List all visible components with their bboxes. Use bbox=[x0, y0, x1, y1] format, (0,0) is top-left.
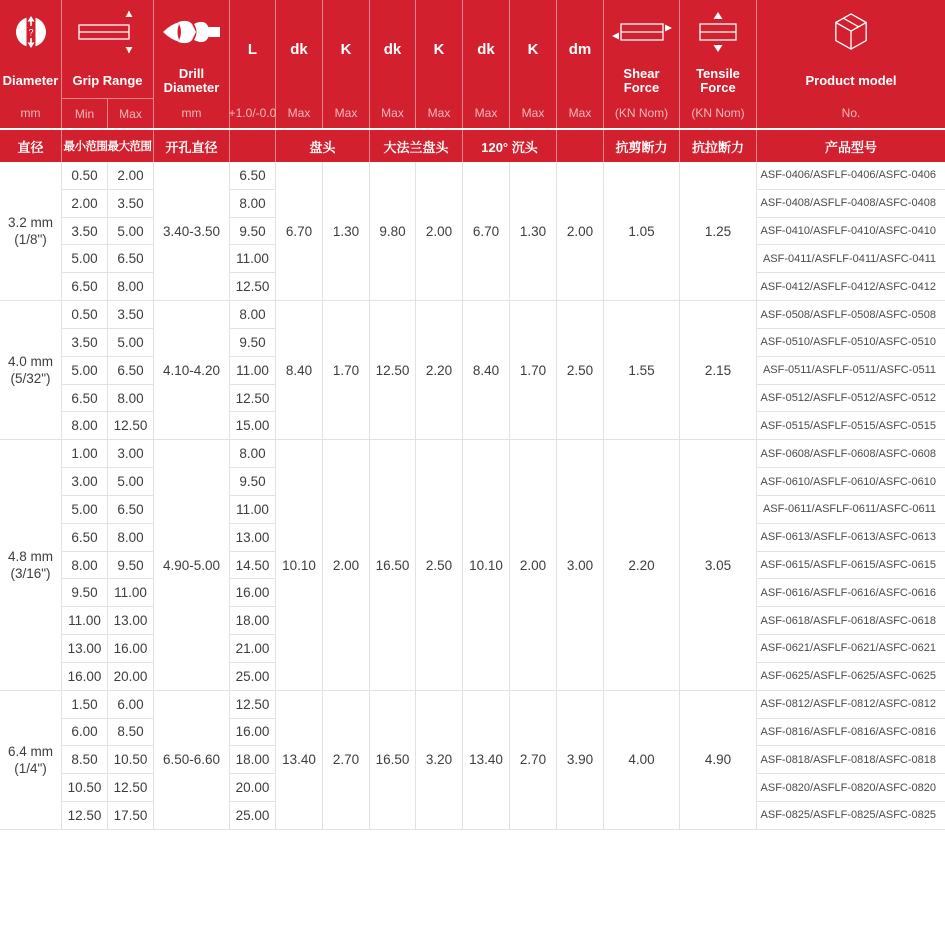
grip-min-label: Min bbox=[74, 106, 95, 121]
cn-countersunk-head: 120° 沉头 bbox=[463, 130, 557, 162]
length-cell: 15.00 bbox=[230, 412, 276, 440]
grip-min-cell: 1.00 bbox=[62, 440, 108, 468]
cn-tensile: 抗拉断力 bbox=[680, 130, 757, 162]
k-csk-max: Max bbox=[521, 106, 545, 120]
k-flange-cell: 3.20 bbox=[416, 691, 463, 830]
length-cell: 12.50 bbox=[230, 385, 276, 413]
model-cell: ASF-0411/ASFLF-0411/ASFC-0411 bbox=[757, 245, 945, 273]
length-cell: 25.00 bbox=[230, 663, 276, 691]
k-pan-cell: 1.30 bbox=[323, 162, 370, 301]
product-sub: No. bbox=[841, 106, 861, 120]
header-main-row bbox=[0, 0, 945, 128]
k-csk-cell: 2.00 bbox=[510, 440, 557, 690]
dk-pan-cell: 13.40 bbox=[276, 691, 323, 830]
grip-min-cell: 3.50 bbox=[62, 329, 108, 357]
drill-cell: 4.10-4.20 bbox=[154, 301, 230, 440]
length-cell: 25.00 bbox=[230, 802, 276, 830]
shear-cell: 1.05 bbox=[604, 162, 680, 301]
cn-grip: 最小范围最大范围 bbox=[62, 130, 154, 162]
cn-shear: 抗剪断力 bbox=[604, 130, 680, 162]
drill-bit-icon bbox=[154, 0, 229, 64]
product-title: Product model bbox=[805, 73, 897, 88]
grip-max-cell: 5.00 bbox=[108, 218, 154, 246]
diameter-title: Diameter bbox=[2, 73, 59, 88]
grip-max-cell: 6.50 bbox=[108, 357, 154, 385]
grip-min-cell: 10.50 bbox=[62, 774, 108, 802]
k-flange-max: Max bbox=[427, 106, 451, 120]
grip-max-cell: 10.50 bbox=[108, 746, 154, 774]
length-cell: 13.00 bbox=[230, 524, 276, 552]
k-pan-cell: 2.70 bbox=[323, 691, 370, 830]
length-cell: 8.00 bbox=[230, 440, 276, 468]
shear-title: Shear Force bbox=[623, 66, 660, 95]
dk-csk-max: Max bbox=[474, 106, 498, 120]
drill-cell: 4.90-5.00 bbox=[154, 440, 230, 690]
grip-max-cell: 6.50 bbox=[108, 245, 154, 273]
k-csk-cell: 1.70 bbox=[510, 301, 557, 440]
col-dm-header bbox=[557, 0, 604, 128]
model-cell: ASF-0621/ASFLF-0621/ASFC-0621 bbox=[757, 635, 945, 663]
table-header bbox=[0, 0, 945, 162]
dk-pan-cell: 6.70 bbox=[276, 162, 323, 301]
cn-product: 产品型号 bbox=[824, 139, 877, 155]
dm-cell: 3.90 bbox=[557, 691, 604, 830]
length-cell: 12.50 bbox=[230, 273, 276, 301]
grip-range-icon bbox=[62, 0, 153, 64]
tensile-cell: 2.15 bbox=[680, 301, 757, 440]
shear-cell: 2.20 bbox=[604, 440, 680, 690]
col-dk-pan-header bbox=[276, 0, 323, 128]
k-csk-cell: 1.30 bbox=[510, 162, 557, 301]
length-cell: 11.00 bbox=[230, 245, 276, 273]
grip-max-cell: 8.50 bbox=[108, 719, 154, 747]
length-cell: 16.00 bbox=[230, 719, 276, 747]
svg-text:?: ? bbox=[27, 27, 34, 38]
shear-unit: (KN Nom) bbox=[614, 106, 669, 120]
grip-min-cell: 6.50 bbox=[62, 385, 108, 413]
length-cell: 14.50 bbox=[230, 552, 276, 580]
length-cell: 20.00 bbox=[230, 774, 276, 802]
k-pan-cell: 2.00 bbox=[323, 440, 370, 690]
grip-min-cell: 13.00 bbox=[62, 635, 108, 663]
model-cell: ASF-0816/ASFLF-0816/ASFC-0816 bbox=[757, 719, 945, 747]
dk-csk-cell: 10.10 bbox=[463, 440, 510, 690]
length-cell: 8.00 bbox=[230, 301, 276, 329]
grip-max-cell: 8.00 bbox=[108, 524, 154, 552]
model-cell: ASF-0608/ASFLF-0608/ASFC-0608 bbox=[757, 440, 945, 468]
grip-min-cell: 0.50 bbox=[62, 162, 108, 190]
k-csk-label: K bbox=[527, 40, 539, 58]
k-flange-cell: 2.50 bbox=[416, 440, 463, 690]
drill-title: Drill Diameter bbox=[163, 66, 220, 95]
k-flange-cell: 2.00 bbox=[416, 162, 463, 301]
model-cell: ASF-0825/ASFLF-0825/ASFC-0825 bbox=[757, 802, 945, 830]
dm-cell: 2.50 bbox=[557, 301, 604, 440]
drill-unit: mm bbox=[181, 106, 202, 120]
grip-max-cell: 9.50 bbox=[108, 552, 154, 580]
dk-pan-cell: 8.40 bbox=[276, 301, 323, 440]
grip-min-cell: 1.50 bbox=[62, 691, 108, 719]
model-cell: ASF-0515/ASFLF-0515/ASFC-0515 bbox=[757, 412, 945, 440]
shear-cell: 4.00 bbox=[604, 691, 680, 830]
dk-pan-label: dk bbox=[290, 40, 308, 58]
grip-min-cell: 6.00 bbox=[62, 719, 108, 747]
grip-min-cell: 8.50 bbox=[62, 746, 108, 774]
dk-flange-cell: 16.50 bbox=[370, 691, 416, 830]
grip-max-cell: 8.00 bbox=[108, 273, 154, 301]
diameter-fraction: (1/8") bbox=[14, 232, 47, 248]
grip-max-cell: 17.50 bbox=[108, 802, 154, 830]
model-cell: ASF-0511/ASFLF-0511/ASFC-0511 bbox=[757, 357, 945, 385]
grip-min-cell: 6.50 bbox=[62, 524, 108, 552]
diameter-fraction: (1/4") bbox=[14, 760, 47, 776]
k-flange-label: K bbox=[433, 40, 445, 58]
grip-max-cell: 6.50 bbox=[108, 496, 154, 524]
grip-min-cell: 2.00 bbox=[62, 190, 108, 218]
grip-max-cell: 13.00 bbox=[108, 607, 154, 635]
model-cell: ASF-0406/ASFLF-0406/ASFC-0406 bbox=[757, 162, 945, 190]
model-cell: ASF-0615/ASFLF-0615/ASFC-0615 bbox=[757, 552, 945, 580]
tensile-cell: 3.05 bbox=[680, 440, 757, 690]
length-cell: 18.00 bbox=[230, 746, 276, 774]
grip-max-cell: 20.00 bbox=[108, 663, 154, 691]
diameter-fraction: (5/32") bbox=[10, 371, 51, 387]
dm-max: Max bbox=[568, 106, 592, 120]
model-cell: ASF-0812/ASFLF-0812/ASFC-0812 bbox=[757, 691, 945, 719]
model-cell: ASF-0618/ASFLF-0618/ASFC-0618 bbox=[757, 607, 945, 635]
k-flange-cell: 2.20 bbox=[416, 301, 463, 440]
grip-min-cell: 11.00 bbox=[62, 607, 108, 635]
diameter-size: 4.8 mm bbox=[7, 549, 53, 564]
cn-flange-head: 大法兰盘头 bbox=[370, 130, 463, 162]
col-tensile-header bbox=[680, 0, 757, 128]
model-cell: ASF-0611/ASFLF-0611/ASFC-0611 bbox=[757, 496, 945, 524]
grip-max-cell: 8.00 bbox=[108, 385, 154, 413]
grip-max-cell: 5.00 bbox=[108, 468, 154, 496]
diameter-cell bbox=[0, 691, 62, 830]
col-k-csk-header bbox=[510, 0, 557, 128]
dm-cell: 2.00 bbox=[557, 162, 604, 301]
grip-min-cell: 8.00 bbox=[62, 412, 108, 440]
model-cell: ASF-0412/ASFLF-0412/ASFC-0412 bbox=[757, 273, 945, 301]
diameter-unit: mm bbox=[20, 106, 41, 120]
dk-pan-max: Max bbox=[287, 106, 311, 120]
length-cell: 12.50 bbox=[230, 691, 276, 719]
k-csk-cell: 2.70 bbox=[510, 691, 557, 830]
length-cell: 16.00 bbox=[230, 579, 276, 607]
grip-max-cell: 5.00 bbox=[108, 329, 154, 357]
length-tolerance: +1.0/-0.0 bbox=[228, 106, 277, 120]
length-cell: 11.00 bbox=[230, 357, 276, 385]
grip-min-cell: 16.00 bbox=[62, 663, 108, 691]
dm-cell: 3.00 bbox=[557, 440, 604, 690]
length-cell: 8.00 bbox=[230, 190, 276, 218]
diameter-cell bbox=[0, 440, 62, 690]
length-cell: 9.50 bbox=[230, 218, 276, 246]
model-cell: ASF-0613/ASFLF-0613/ASFC-0613 bbox=[757, 524, 945, 552]
spec-table-body bbox=[0, 162, 945, 830]
grip-max-cell: 2.00 bbox=[108, 162, 154, 190]
diameter-icon bbox=[0, 0, 61, 64]
dk-flange-max: Max bbox=[381, 106, 404, 120]
model-cell: ASF-0510/ASFLF-0510/ASFC-0510 bbox=[757, 329, 945, 357]
col-product-header bbox=[757, 0, 945, 128]
grip-max-cell: 6.00 bbox=[108, 691, 154, 719]
dk-flange-cell: 9.80 bbox=[370, 162, 416, 301]
dk-flange-cell: 16.50 bbox=[370, 440, 416, 690]
grip-min-cell: 3.00 bbox=[62, 468, 108, 496]
cn-pan-head: 盘头 bbox=[276, 130, 370, 162]
col-dk-flange-header bbox=[370, 0, 416, 128]
tensile-force-icon bbox=[680, 0, 756, 64]
grip-min-cell: 12.50 bbox=[62, 802, 108, 830]
grip-max-cell: 12.50 bbox=[108, 412, 154, 440]
grip-max-cell: 11.00 bbox=[108, 579, 154, 607]
length-cell: 18.00 bbox=[230, 607, 276, 635]
model-cell: ASF-0610/ASFLF-0610/ASFC-0610 bbox=[757, 468, 945, 496]
col-grip-header bbox=[62, 0, 154, 128]
grip-min-cell: 5.00 bbox=[62, 245, 108, 273]
col-k-pan-header bbox=[323, 0, 370, 128]
length-label: L bbox=[247, 40, 258, 58]
grip-min-cell: 6.50 bbox=[62, 273, 108, 301]
grip-max-cell: 3.00 bbox=[108, 440, 154, 468]
tensile-unit: (KN Nom) bbox=[691, 106, 745, 120]
k-pan-cell: 1.70 bbox=[323, 301, 370, 440]
grip-max-cell: 12.50 bbox=[108, 774, 154, 802]
diameter-cell bbox=[0, 162, 62, 301]
cn-diameter: 直径 bbox=[0, 130, 62, 162]
dk-csk-label: dk bbox=[477, 40, 495, 58]
dk-flange-label: dk bbox=[383, 40, 402, 58]
product-box-icon bbox=[757, 0, 945, 64]
grip-max-cell: 3.50 bbox=[108, 190, 154, 218]
length-cell: 11.00 bbox=[230, 496, 276, 524]
tensile-title: Tensile Force bbox=[696, 66, 740, 95]
model-cell: ASF-0508/ASFLF-0508/ASFC-0508 bbox=[757, 301, 945, 329]
col-length-header bbox=[230, 0, 276, 128]
shear-cell: 1.55 bbox=[604, 301, 680, 440]
grip-range-title: Grip Range bbox=[72, 73, 143, 88]
drill-cell: 6.50-6.60 bbox=[154, 691, 230, 830]
dk-pan-cell: 10.10 bbox=[276, 440, 323, 690]
dk-flange-cell: 12.50 bbox=[370, 301, 416, 440]
model-cell: ASF-0512/ASFLF-0512/ASFC-0512 bbox=[757, 385, 945, 413]
tensile-cell: 1.25 bbox=[680, 162, 757, 301]
grip-min-cell: 8.00 bbox=[62, 552, 108, 580]
grip-min-cell: 5.00 bbox=[62, 357, 108, 385]
col-k-flange-header bbox=[416, 0, 463, 128]
model-cell: ASF-0616/ASFLF-0616/ASFC-0616 bbox=[757, 579, 945, 607]
dk-csk-cell: 8.40 bbox=[463, 301, 510, 440]
model-cell: ASF-0820/ASFLF-0820/ASFC-0820 bbox=[757, 774, 945, 802]
cn-length bbox=[230, 130, 276, 162]
header-cn-row bbox=[0, 128, 945, 162]
cn-drill: 开孔直径 bbox=[154, 130, 230, 162]
drill-cell: 3.40-3.50 bbox=[154, 162, 230, 301]
dk-csk-cell: 13.40 bbox=[463, 691, 510, 830]
col-diameter-header bbox=[0, 0, 62, 128]
tensile-cell: 4.90 bbox=[680, 691, 757, 830]
grip-max-cell: 16.00 bbox=[108, 635, 154, 663]
grip-max-cell: 3.50 bbox=[108, 301, 154, 329]
cn-dm bbox=[557, 130, 604, 162]
grip-min-cell: 0.50 bbox=[62, 301, 108, 329]
grip-min-cell: 5.00 bbox=[62, 496, 108, 524]
dm-label: dm bbox=[568, 40, 592, 58]
k-pan-max: Max bbox=[334, 106, 358, 120]
diameter-cell bbox=[0, 301, 62, 440]
length-cell: 21.00 bbox=[230, 635, 276, 663]
grip-min-cell: 3.50 bbox=[62, 218, 108, 246]
model-cell: ASF-0625/ASFLF-0625/ASFC-0625 bbox=[757, 663, 945, 691]
model-cell: ASF-0410/ASFLF-0410/ASFC-0410 bbox=[757, 218, 945, 246]
col-dk-csk-header bbox=[463, 0, 510, 128]
length-cell: 9.50 bbox=[230, 468, 276, 496]
shear-force-icon bbox=[604, 0, 679, 64]
grip-min-cell: 9.50 bbox=[62, 579, 108, 607]
diameter-fraction: (3/16") bbox=[10, 566, 51, 581]
length-cell: 6.50 bbox=[230, 162, 276, 190]
model-cell: ASF-0818/ASFLF-0818/ASFC-0818 bbox=[757, 746, 945, 774]
diameter-size: 6.4 mm bbox=[7, 743, 53, 759]
dk-csk-cell: 6.70 bbox=[463, 162, 510, 301]
diameter-size: 4.0 mm bbox=[7, 354, 53, 370]
model-cell: ASF-0408/ASFLF-0408/ASFC-0408 bbox=[757, 190, 945, 218]
diameter-size: 3.2 mm bbox=[7, 215, 53, 231]
grip-minmax-row bbox=[62, 98, 153, 128]
col-shear-header bbox=[604, 0, 680, 128]
col-drill-header bbox=[154, 0, 230, 128]
grip-max-label: Max bbox=[107, 99, 153, 128]
length-cell: 9.50 bbox=[230, 329, 276, 357]
k-pan-label: K bbox=[340, 40, 352, 58]
